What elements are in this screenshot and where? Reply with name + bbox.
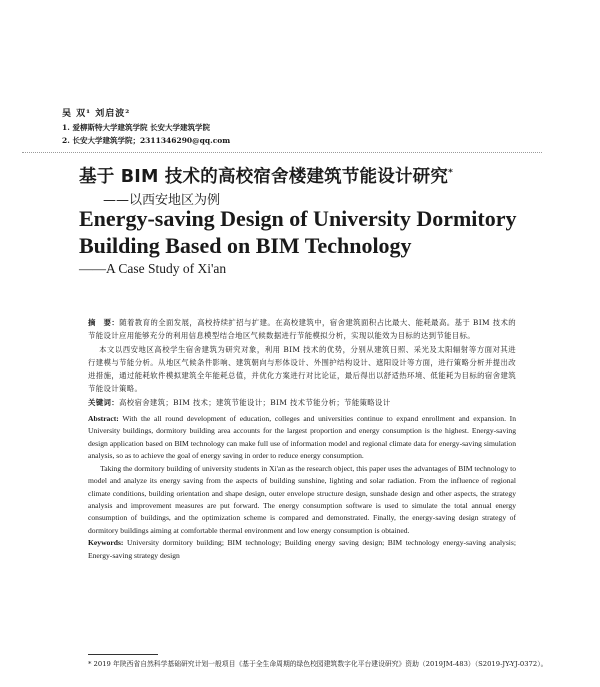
footnote: * 2019 年陕西省自然科学基础研究计划一般项目《基于全生命周期的绿色校园建筑数字化平台建设研究》资助（2019JM-483）（S2019-JY-YJ-0372）。 bbox=[88, 660, 548, 668]
keywords-english-text: University dormitory building; BIM technology; Building energy saving design; BIM technology energy-saving analysis; Energy-saving strategy design bbox=[88, 538, 516, 560]
title-chinese-text: 基于 BIM 技术的高校宿舍楼建筑节能设计研究 bbox=[79, 167, 449, 187]
abstract-english-label: Abstract: bbox=[88, 414, 119, 424]
keywords-chinese-text: 高校宿舍建筑；BIM 技术；建筑节能设计；BIM 技术节能分析；节能策略设计 bbox=[118, 397, 391, 407]
title-footnote-mark: * bbox=[448, 168, 453, 179]
title-chinese bbox=[79, 163, 453, 188]
authors: 吴 双¹ 刘启波² bbox=[62, 109, 131, 119]
affiliation-2: 2. 长安大学建筑学院；2311346290@qq.com bbox=[62, 136, 231, 145]
affiliation-1: 1. 爱柳斯特大学建筑学院 长安大学建筑学院 bbox=[62, 123, 211, 132]
keywords-chinese-label: 关键词： bbox=[88, 397, 119, 407]
abstract-chinese-para-2: 本文以西安地区高校学生宿舍建筑为研究对象，利用 BIM 技术的优势，分别从建筑日照、采光及太阳辐射等方面对其进行建模与节能分析。从地区气候条件影响、建筑朝向与形体设计、外围护结构设计、遮阳设计等方面，进行策略分析并提出改进措施，通过能耗软件模拟建筑全年能耗总值，并优化方案进行对比论证，最后得出以舒适热环境、低能耗为目标的宿舍建筑节能设计策略。 bbox=[88, 344, 516, 394]
abstract-chinese bbox=[88, 316, 516, 343]
subtitle-chinese: ——以西安地区为例 bbox=[103, 193, 221, 208]
footnote-rule bbox=[88, 654, 158, 655]
subtitle-english: ——A Case Study of Xi'an bbox=[79, 261, 227, 276]
keywords-english-label: Keywords: bbox=[88, 538, 124, 548]
separator-line bbox=[22, 152, 542, 153]
abstract-english-para-2: Taking the dormitory building of university students in Xi'an as the research object, this paper uses the advantages of BIM technology to model and analyze its energy saving from the aspects of building sunshine, lighting and solar radiation. From the influence of regional climate conditions, building orientation and shape design, outer envelope structure design, sunshade design and other aspects, the strategy analysis and improvement measures are put forward. The energy consumption software is used to simulate the total annual energy consumption of buildings, and the optimization scheme is compared and demonstrated. Finally, the energy-saving design strategy of dormitory buildings aiming at comfortable thermal environment and low energy consumption is obtained. bbox=[88, 463, 516, 535]
abstract-chinese-label: 摘 要： bbox=[88, 318, 120, 327]
abstract-english bbox=[88, 413, 516, 463]
keywords-chinese bbox=[88, 396, 516, 409]
title-english-line-2: Building Based on BIM Technology bbox=[79, 233, 412, 258]
keywords-english bbox=[88, 537, 516, 562]
abstract-chinese-text: 随着教育的全面发展，高校持续扩招与扩建。在高校建筑中，宿舍建筑面积占比最大、能耗最高。基于 BIM 技术的节能设计应用能够充分的利用信息模型结合地区气候数据进行节能模拟分析，实现以能效为目标的达到节能目标。 bbox=[88, 318, 516, 341]
title-english-line-1: Energy-saving Design of University Dormitory bbox=[79, 206, 517, 231]
abstract-english-text: With the all round development of education, colleges and universities continue to expand enrollment and expansion. In University buildings, dormitory building area accounts for the largest proportion and energy consumption is the highest. Energy-saving design application based on BIM technology can make full use of information model and regional climate data for energy-saving simulation analysis, so as to achieve the goal of energy saving in order to reduce energy consumption. bbox=[88, 414, 517, 461]
abstract-section bbox=[88, 316, 516, 562]
